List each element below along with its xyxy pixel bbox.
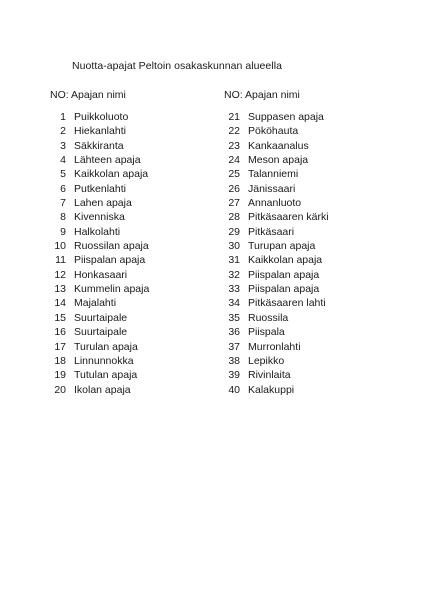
list-item (224, 153, 329, 167)
item-number: 23 (228, 139, 240, 152)
list-item (50, 325, 149, 339)
list-item (224, 253, 329, 267)
list-item (224, 225, 329, 239)
list-item (224, 368, 329, 382)
item-name: Talanniemi (248, 168, 299, 181)
list-item (50, 253, 149, 267)
list-item (224, 124, 329, 138)
list-item (50, 296, 149, 310)
item-name: Kankaanalus (248, 139, 309, 152)
item-name: Annanluoto (248, 197, 302, 210)
list-item (50, 182, 149, 196)
list-item (50, 124, 149, 138)
item-name: Honkasaari (74, 268, 128, 281)
item-number: 39 (228, 369, 240, 382)
list-item (50, 340, 149, 354)
list-item (50, 167, 149, 181)
item-number: 20 (54, 383, 66, 396)
list-item (50, 311, 149, 325)
item-name: Lepikko (248, 354, 285, 367)
list-item (50, 153, 149, 167)
item-name: Majalahti (74, 297, 117, 310)
item-number: 35 (228, 311, 240, 324)
apaja-list (224, 110, 329, 397)
item-number: 25 (228, 168, 240, 181)
item-number: 33 (228, 283, 240, 296)
item-name: Ruossila (248, 311, 289, 324)
item-name: Tutulan apaja (74, 369, 138, 382)
header-name: Apajan nimi (245, 89, 300, 101)
list-item (50, 139, 149, 153)
item-name: Kummelin apaja (74, 283, 150, 296)
list-item (224, 210, 329, 224)
list-item (50, 383, 149, 397)
item-number: 18 (54, 354, 66, 367)
item-name: Meson apaja (248, 154, 309, 167)
item-name: Pitkäsaari (248, 225, 295, 238)
item-number: 6 (60, 182, 66, 195)
list-item (50, 239, 149, 253)
item-name: Piispalan apaja (248, 283, 320, 296)
column-header (224, 88, 329, 102)
item-number: 22 (228, 125, 240, 138)
list-item (224, 268, 329, 282)
item-name: Piispala (248, 326, 285, 339)
list-item (224, 110, 329, 124)
item-name: Lahen apaja (74, 197, 132, 210)
item-name: Hiekanlahti (74, 125, 126, 138)
item-name: Pököhauta (248, 125, 299, 138)
list-item (224, 182, 329, 196)
header-no: NO: (50, 89, 69, 101)
item-number: 11 (55, 254, 66, 267)
document-title: Nuotta-apajat Peltoin osakaskunnan alueella (72, 60, 282, 72)
item-number: 9 (60, 225, 66, 238)
item-number: 7 (60, 197, 66, 210)
list-item (224, 383, 329, 397)
list-item (224, 239, 329, 253)
item-name: Turulan apaja (74, 340, 138, 353)
list-item (50, 210, 149, 224)
list-column-right (224, 88, 329, 397)
item-name: Piispalan apaja (74, 254, 146, 267)
list-item (50, 110, 149, 124)
item-name: Kaikkolan apaja (248, 254, 323, 267)
item-name: Jänissaari (248, 182, 296, 195)
list-item (50, 354, 149, 368)
apaja-list (50, 110, 149, 397)
item-name: Halkolahti (74, 225, 121, 238)
list-item (50, 196, 149, 210)
list-item (224, 282, 329, 296)
item-number: 38 (228, 354, 240, 367)
item-name: Ruossilan apaja (74, 240, 149, 253)
item-name: Ikolan apaja (74, 383, 131, 396)
item-number: 13 (54, 283, 66, 296)
item-number: 29 (228, 225, 240, 238)
item-number: 3 (60, 139, 66, 152)
item-number: 21 (228, 111, 240, 123)
list-item (224, 139, 329, 153)
list-item (50, 268, 149, 282)
list-item (224, 325, 329, 339)
item-name: Suurtaipale (74, 326, 128, 339)
item-number: 10 (54, 240, 66, 253)
list-item (50, 225, 149, 239)
item-name: Rivinlaita (248, 369, 291, 382)
item-number: 34 (228, 297, 240, 310)
column-header (50, 88, 149, 102)
item-name: Kivenniska (74, 211, 125, 224)
item-number: 1 (60, 111, 66, 123)
list-column-left (50, 88, 149, 397)
item-number: 19 (54, 369, 66, 382)
item-number: 30 (228, 240, 240, 253)
list-item (224, 340, 329, 354)
item-name: Pitkäsaaren lahti (248, 297, 326, 310)
item-number: 27 (228, 197, 240, 210)
item-number: 14 (54, 297, 66, 310)
list-item (224, 296, 329, 310)
list-item (224, 196, 329, 210)
item-number: 12 (54, 268, 66, 281)
item-number: 32 (228, 268, 240, 281)
list-item (224, 311, 329, 325)
item-name: Suurtaipale (74, 311, 128, 324)
list-item (50, 282, 149, 296)
list-item (224, 354, 329, 368)
item-number: 2 (60, 125, 66, 138)
item-number: 5 (60, 168, 66, 181)
item-number: 4 (60, 154, 66, 167)
item-number: 17 (54, 340, 66, 353)
item-name: Putkenlahti (74, 182, 126, 195)
item-number: 36 (228, 326, 240, 339)
item-name: Linnunnokka (74, 354, 134, 367)
list-item (50, 368, 149, 382)
item-number: 28 (228, 211, 240, 224)
item-name: Suppasen apaja (248, 111, 324, 123)
item-number: 31 (228, 254, 240, 267)
header-name: Apajan nimi (71, 89, 126, 101)
item-number: 24 (228, 154, 240, 167)
list-item (224, 167, 329, 181)
item-name: Kaikkolan apaja (74, 168, 149, 181)
header-no: NO: (224, 89, 243, 101)
item-name: Pitkäsaaren kärki (248, 211, 329, 224)
item-number: 37 (228, 340, 240, 353)
item-name: Murronlahti (248, 340, 301, 353)
item-number: 15 (54, 311, 66, 324)
item-name: Puikkoluoto (74, 111, 129, 123)
item-name: Piispalan apaja (248, 268, 320, 281)
item-name: Turupan apaja (248, 240, 316, 253)
item-name: Kalakuppi (248, 383, 295, 396)
item-number: 16 (54, 326, 66, 339)
item-name: Lähteen apaja (74, 154, 141, 167)
item-number: 8 (60, 211, 66, 224)
item-name: Säkkiranta (74, 139, 124, 152)
item-number: 26 (228, 182, 240, 195)
item-number: 40 (228, 383, 240, 396)
